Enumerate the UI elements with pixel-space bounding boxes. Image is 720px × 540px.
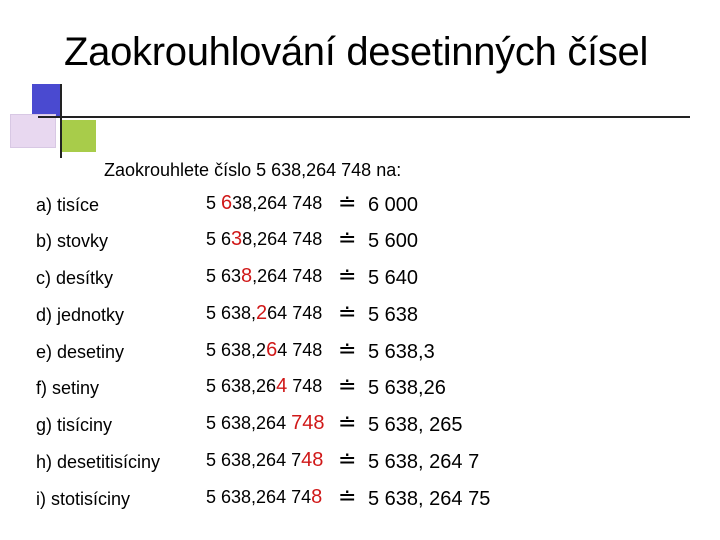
- row-number: 5 638,264 748: [206, 265, 323, 287]
- decor-square-pink: [10, 114, 56, 148]
- row-label: b) stovky: [36, 231, 109, 251]
- exercise-row-hundred-thousandths: [0, 484, 720, 514]
- row-number: 5 638,264 748: [206, 339, 323, 361]
- row-label: h) desetitisíciny: [36, 452, 161, 472]
- row-result: 5 638: [368, 304, 419, 326]
- row-number: 5 638,264 748: [206, 192, 323, 214]
- row-label: g) tisíciny: [36, 415, 113, 435]
- slide-title: Zaokrouhlování desetinných čísel: [64, 30, 649, 74]
- highlighted-digit: 8: [311, 486, 323, 508]
- highlighted-digit: 8: [241, 265, 253, 287]
- row-label: a) tisíce: [36, 195, 100, 215]
- exercise-row-tens: [0, 263, 720, 293]
- row-result: 5 638,3: [368, 341, 435, 363]
- exercise-row-units: [0, 300, 720, 330]
- highlighted-digit: 2: [256, 302, 268, 324]
- title-underline: [38, 116, 690, 118]
- approx-sign: ≐: [338, 484, 357, 509]
- approx-sign: ≐: [338, 190, 357, 215]
- approx-sign: ≐: [338, 300, 357, 325]
- row-result: 5 638, 264 75: [368, 488, 491, 510]
- row-number: 5 638,264 748: [206, 375, 323, 397]
- highlighted-digit: 4: [276, 375, 288, 397]
- row-result: 5 638,26: [368, 377, 446, 399]
- row-result: 5 638, 265: [368, 414, 463, 436]
- decor-square-green: [62, 120, 96, 152]
- exercise-row-hundreds: [0, 226, 720, 256]
- approx-sign: ≐: [338, 410, 357, 435]
- row-number: 5 638,264 748: [206, 486, 323, 508]
- decor-vertical-line: [60, 84, 62, 158]
- exercise-row-hundredths: [0, 373, 720, 403]
- exercise-row-ten-thousandths: [0, 447, 720, 477]
- highlighted-digit: 6: [266, 339, 278, 361]
- row-result: 5 640: [368, 267, 419, 289]
- highlighted-digit: 748: [291, 412, 325, 434]
- exercise-row-tenths: [0, 337, 720, 367]
- highlighted-digit: 3: [231, 228, 243, 250]
- approx-sign: ≐: [338, 226, 357, 251]
- row-label: c) desítky: [36, 268, 114, 288]
- exercise-instruction: Zaokrouhlete číslo 5 638,264 748 na:: [104, 160, 402, 180]
- exercise-row-thousandths: [0, 410, 720, 440]
- approx-sign: ≐: [338, 337, 357, 362]
- approx-sign: ≐: [338, 447, 357, 472]
- row-number: 5 638,264 748: [206, 412, 325, 434]
- row-number: 5 638,264 748: [206, 449, 324, 471]
- row-result: 5 638, 264 7: [368, 451, 480, 473]
- row-label: f) setiny: [36, 378, 100, 398]
- approx-sign: ≐: [338, 373, 357, 398]
- row-result: 6 000: [368, 194, 419, 216]
- row-number: 5 638,264 748: [206, 302, 323, 324]
- approx-sign: ≐: [338, 263, 357, 288]
- highlighted-digit: 6: [221, 192, 233, 214]
- highlighted-digit: 48: [301, 449, 324, 471]
- decor-square-blue: [32, 84, 62, 118]
- row-result: 5 600: [368, 230, 419, 252]
- row-label: d) jednotky: [36, 305, 125, 325]
- row-label: i) stotisíciny: [36, 489, 131, 509]
- exercise-row-thousands: [0, 190, 720, 220]
- row-label: e) desetiny: [36, 342, 125, 362]
- row-number: 5 638,264 748: [206, 228, 323, 250]
